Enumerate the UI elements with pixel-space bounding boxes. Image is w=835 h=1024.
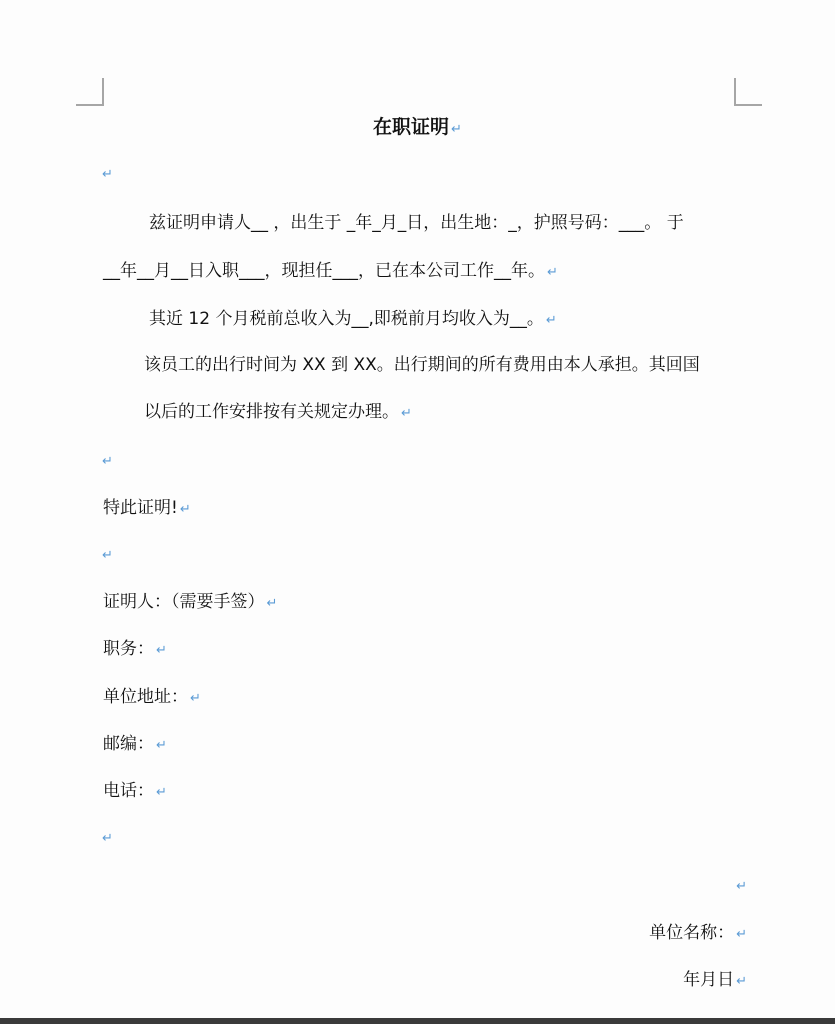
empty-paragraph[interactable] — [100, 449, 113, 473]
crop-mark-top-left — [76, 78, 104, 106]
paragraph-mark-icon: ↵ — [102, 167, 113, 182]
company-address-field[interactable]: 单位地址： ↵ — [103, 687, 201, 707]
empty-paragraph[interactable] — [100, 162, 113, 186]
crop-mark-top-right — [734, 78, 762, 106]
paragraph-mark-icon: ↵ — [401, 406, 412, 421]
paragraph-mark-icon: ↵ — [102, 548, 113, 563]
page-bottom-edge — [0, 1018, 835, 1024]
company-name-field[interactable]: 单位名称： ↵ — [649, 923, 747, 943]
paragraph-mark-icon: ↵ — [266, 596, 278, 611]
paragraph-mark-icon: ↵ — [179, 502, 191, 517]
date-field[interactable]: 年月日 ↵ — [683, 970, 747, 990]
paragraph-mark-icon: ↵ — [102, 454, 113, 469]
position-field[interactable]: 职务： ↵ — [103, 639, 167, 659]
empty-paragraph[interactable] — [100, 826, 113, 850]
phone-field[interactable]: 电话： ↵ — [103, 781, 167, 801]
body-paragraph-1-line-1[interactable]: 兹证明申请人__ ，出生于 _年_月_日，出生地：_，护照号码：___。 于 — [149, 213, 684, 233]
body-paragraph-3-line-2[interactable]: 以后的工作安排按有关规定办理。 ↵ — [144, 402, 412, 422]
empty-paragraph-right[interactable] — [734, 874, 747, 898]
document-title[interactable]: 在职证明 ↵ — [373, 116, 462, 138]
paragraph-mark-icon: ↵ — [102, 831, 113, 846]
paragraph-mark-icon: ↵ — [736, 974, 747, 989]
body-paragraph-3-line-1[interactable]: 该员工的出行时间为 XX 到 XX。出行期间的所有费用由本人承担。其回国 — [144, 355, 700, 375]
paragraph-mark-icon: ↵ — [451, 122, 462, 137]
certifier-field[interactable]: 证明人：（需要手签） ↵ — [103, 592, 278, 612]
paragraph-mark-icon: ↵ — [156, 785, 167, 800]
body-paragraph-2[interactable]: 其近 12 个月税前总收入为__,即税前月均收入为__。 ↵ — [149, 309, 557, 329]
paragraph-mark-icon: ↵ — [190, 691, 201, 706]
paragraph-mark-icon: ↵ — [156, 643, 167, 658]
paragraph-mark-icon: ↵ — [156, 738, 167, 753]
paragraph-mark-icon: ↵ — [736, 879, 747, 894]
paragraph-mark-icon: ↵ — [736, 927, 747, 942]
body-paragraph-1-line-2[interactable]: __年__月__日入职___，现担任___，已在本公司工作__年。 ↵ — [103, 261, 558, 281]
empty-paragraph[interactable] — [100, 543, 113, 567]
paragraph-mark-icon: ↵ — [545, 313, 557, 328]
postcode-field[interactable]: 邮编： ↵ — [103, 734, 167, 754]
paragraph-mark-icon: ↵ — [547, 265, 558, 280]
closing-statement[interactable]: 特此证明! ↵ — [103, 498, 191, 518]
